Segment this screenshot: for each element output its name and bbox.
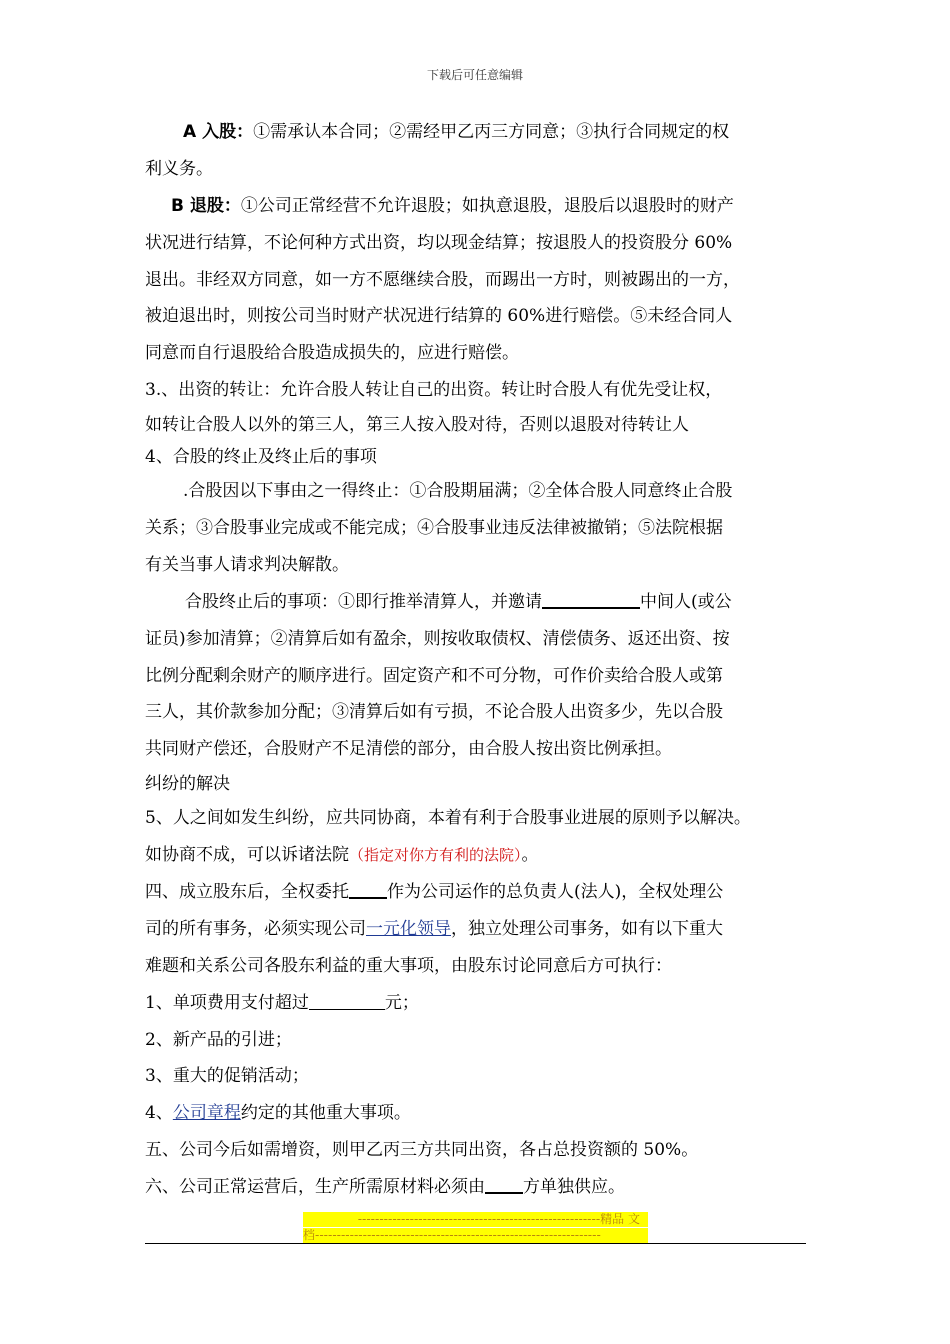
section-4-b-line1: 合股终止后的事项：①即行推举清算人，并邀请 中间人(或公	[145, 584, 820, 621]
document-body	[145, 114, 820, 1206]
section-3-line1: 3.、出资的转让：允许合股人转让自己的出资。转让时合股人有优先受让权，	[145, 380, 723, 401]
item-2: 2、新产品的引进；	[145, 1029, 292, 1050]
footer-watermark-line1: --------------------------------------------------------精品 文	[303, 1212, 648, 1227]
section-4-b-line3: 比例分配剩余财产的顺序进行。固定资产和不可分物，可作价卖给合股人或第	[145, 665, 723, 686]
blank-representative	[349, 879, 387, 899]
section-four-line3: 难题和关系公司各股东利益的重大事项，由股东讨论同意后方可执行：	[145, 955, 672, 976]
section-four-line2: 司的所有事务，必须实现公司一元化领导，独立处理公司事务，如有以下重大	[145, 918, 723, 939]
section-4-b-line2: 证员)参加清算；②清算后如有盈余，则按收取债权、清偿债务、返还出资、按	[145, 628, 730, 649]
paragraph-b-line2: 状况进行结算，不论何种方式出资，均以现金结算；按退股人的投资股分 60%	[145, 232, 733, 253]
dispute-title: 纠纷的解决	[145, 774, 230, 795]
label-b-tuigu: B 退股：	[171, 195, 241, 216]
paragraph-b-line3: 退出。非经双方同意，如一方不愿继续合股，而踢出一方时，则被踢出的一方，	[145, 269, 740, 290]
blank-supplier	[485, 1174, 523, 1194]
link-company-charter[interactable]: 公司章程	[172, 1103, 241, 1124]
section-3-line2: 如转让合股人以外的第三人，第三人按入股对待，否则以退股对待转让人	[145, 415, 689, 436]
page-header: 下载后可任意编辑	[426, 68, 523, 82]
paragraph-b-line4: 被迫退出时，则按公司当时财产状况进行结算的 60%进行赔偿。⑤未经合同人	[145, 306, 733, 327]
section-4-b-line5: 共同财产偿还，合股财产不足清偿的部分，由合股人按出资比例承担。	[145, 739, 672, 760]
blank-amount	[309, 991, 385, 1010]
link-unified-leadership[interactable]: 一元化领导	[366, 918, 451, 939]
section-4-title: 4、合股的终止及终止后的事项	[145, 447, 377, 468]
section-4-a-line3: 有关当事人请求判决解散。	[145, 554, 349, 575]
item-1: 1、单项费用支付超过 元；	[145, 992, 419, 1013]
footer-watermark-line2: 档------------------------------------------------------------------	[303, 1228, 648, 1243]
item-3: 3、重大的促销活动；	[145, 1066, 309, 1087]
section-4-b-line4: 三人，其价款参加分配；③清算后如有亏损，不论合股人出资多少，先以合股	[145, 702, 723, 723]
paragraph-b-line1: B 退股：①公司正常经营不允许退股；如执意退股，退股后以退股时的财产	[171, 195, 734, 216]
dispute-line2: 如协商不成，可以诉诸法院（指定对你方有利的法院）。	[145, 845, 539, 866]
section-six-line1: 六、公司正常运营后，生产所需原材料必须由 方单独供应。	[145, 1169, 820, 1206]
footer-rule	[145, 1243, 806, 1244]
paragraph-b-line5: 同意而自行退股给合股造成损失的，应进行赔偿。	[145, 343, 519, 364]
paragraph-a-line2: 利义务。	[145, 158, 213, 179]
label-a-ruru: A 入股：	[183, 122, 254, 142]
section-4-a-line1: .合股因以下事由之一得终止：①合股期届满；②全体合股人同意终止合股	[183, 481, 733, 502]
blank-intermediary	[542, 589, 640, 609]
section-five-line1: 五、公司今后如需增资，则甲乙丙三方共同出资，各占总投资额的 50%。	[145, 1140, 699, 1161]
paragraph-a-line1: A 入股：①需承认本合同；②需经甲乙丙三方同意；③执行合同规定的权	[183, 122, 730, 142]
dispute-line1: 5、人之间如发生纠纷，应共同协商，本着有利于合股事业进展的原则予以解决。	[145, 808, 751, 829]
item-4: 4、公司章程约定的其他重大事项。	[145, 1103, 411, 1124]
section-four-line1: 四、成立股东后，全权委托 作为公司运作的总负责人(法人)，全权处理公	[145, 874, 820, 911]
court-note: （指定对你方有利的法院）	[349, 846, 522, 865]
section-4-a-line2: 关系；③合股事业完成或不能完成；④合股事业违反法律被撤销；⑤法院根据	[145, 518, 723, 539]
